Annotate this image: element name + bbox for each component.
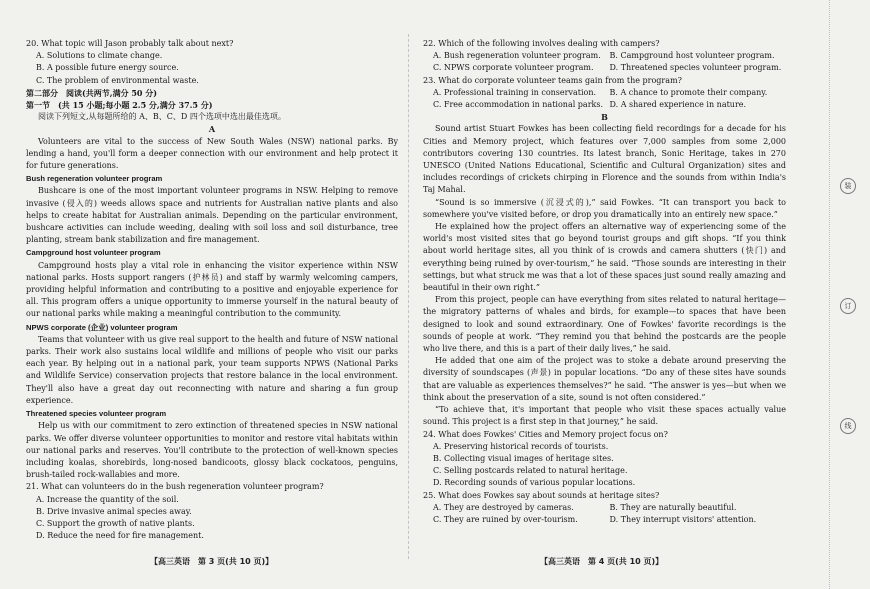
binding-mark-3: 线 [840, 418, 856, 434]
q22-options [433, 50, 786, 74]
instruction: 阅读下列短文,从每题所给的 A、B、C、D 四个选项中选出最佳选项。 [38, 112, 286, 122]
program-text-threatened: Help us with our commitment to zero extinction of threatened species in NSW national parks. We offer diverse volunteer opportunities to monitor and restore vital habitats within our national parks and reserves. You'll contribute to the protection of well-known species including koalas, shorebirds, long-nosed bandicoots, glossy black cockatoos, penguins, brush-tailed rock-wallabies and more. [26, 421, 398, 480]
q21-option-d: D. Reduce the need for fire management. [36, 531, 204, 541]
passage-b-para-2: “Sound is so immersive (沉浸式的),” said Fowkes. “It can transport you back to somewhere you've visited before, or drop you dramatically into an entirely new space.” [423, 197, 786, 219]
q24-option-b: B. Collecting visual images of heritage sites. [433, 453, 614, 463]
q22-option-a: A. Bush regeneration volunteer program. [433, 51, 601, 61]
q25-option-a: A. They are destroyed by cameras. [433, 502, 574, 512]
program-text-campground: Campground hosts play a vital role in enhancing the visitor experience within NSW national parks. Hosts support rangers (护林员) and staff by warmly welcoming campers, providing helpful information and contributing to a positive and enjoyable experience for all. This program offers a unique opportunity to immerse yourself in the natural beauty of our national parks while making a meaningful contribution to the community. [26, 260, 398, 319]
program-text-bush: Bushcare is one of the most important volunteer programs in NSW. Helping to remove invasive (侵入的) weeds allows space and nutrients for Australian native plants and also helps to create habitat for Australian animals. Depending on the particular environment, bushcare activities can include weeding, dealing with soil loss and soil disturbance, tree planting, stream bank stabilization and fire management. [26, 186, 398, 245]
right-page [423, 0, 786, 589]
q20-option-a: A. Solutions to climate change. [36, 51, 163, 61]
binding-margin [829, 0, 870, 589]
section1-title: 第一节 (共 15 小题;每小题 2.5 分,满分 37.5 分) [26, 100, 213, 111]
q20-option-b: B. A possible future energy source. [36, 63, 179, 73]
q25-option-b: B. They are naturally beautiful. [609, 502, 737, 512]
q21-option-b: B. Drive invasive animal species away. [36, 506, 192, 516]
question-25-stem: 25. What does Fowkes say about sounds at heritage sites? [423, 490, 660, 500]
q25-option-d: D. They interrupt visitors' attention. [609, 514, 757, 524]
q23-options [433, 87, 786, 111]
q25-options [433, 502, 786, 526]
passage-b-label: B [601, 112, 608, 123]
passage-b-para-1: Sound artist Stuart Fowkes has been collecting field recordings for a decade for his Cities and Memory project, which features over 7,000 samples from some 2,000 contributors covering 130 countries. Its latest branch, Sonic Heritage, takes in 270 UNESCO (United Nations Educational, Scientific and Cultural Organization) sites and includes recordings of crickets chirping in Florence and the sounds from within India's Taj Mahal. [423, 124, 786, 195]
q21-option-a: A. Increase the quantity of the soil. [36, 494, 179, 504]
page-footer-left: 【高三英语 第 3 页(共 10 页)】 [150, 557, 274, 566]
q22-option-c: C. NPWS corporate volunteer program. [433, 63, 594, 73]
passage-b-para-6: “To achieve that, it's important that people who visit these spaces actually value sound. This project is a first step in that journey,” he said. [423, 405, 786, 427]
program-text-corporate: Teams that volunteer with us give real support to the health and future of NSW national parks. Their work also sustains local wildlife and millions of people who visit our parks each year. By helping out in a national park, your team supports NPWS (National Parks and Wildlife Service) conservation projects that restore balance in the local environment. They'll also have a great day out reconnecting with nature and sharing a fun group experience. [26, 334, 398, 405]
column-divider [408, 34, 409, 559]
passage-a-label: A [208, 124, 216, 135]
question-20-stem: 20. What topic will Jason probably talk about next? [26, 39, 234, 48]
passage-b-para-3: He explained how the project offers an alternative way of experiencing some of the world's most visited sites that go beyond tourist groups and gift shops. “If you think about world heritage sites, all you think of is crowds and camera shutters (快门) and everything being ruined by over-tourism,” he said. “Those sounds are interesting in their settings, but what struck me was that a lot of these spaces just sound really amazing and beautiful in their own right.” [423, 222, 786, 293]
binding-mark-2: 订 [840, 298, 856, 314]
passage-a-intro: Volunteers are vital to the success of New South Wales (NSW) national parks. By lending a hand, you'll form a deeper connection with our environment and help protect it for future generations. [26, 136, 398, 171]
q21-option-c: C. Support the growth of native plants. [36, 518, 195, 528]
q24-option-a: A. Preserving historical records of tourists. [433, 441, 609, 451]
q23-option-c: C. Free accommodation in national parks. [433, 100, 604, 110]
program-title-campground: Campground host volunteer program [26, 248, 161, 258]
q22-option-b: B. Campground host volunteer program. [609, 51, 775, 61]
left-page [26, 0, 398, 589]
q20-option-c: C. The problem of environmental waste. [36, 75, 199, 85]
question-21-stem: 21. What can volunteers do in the bush regeneration volunteer program? [26, 482, 324, 492]
q23-option-d: D. A shared experience in nature. [609, 100, 747, 110]
question-22-stem: 22. Which of the following involves dealing with campers? [423, 39, 660, 48]
q25-option-c: C. They are ruined by over-tourism. [433, 514, 578, 524]
q23-option-b: B. A chance to promote their company. [609, 87, 768, 97]
question-23-stem: 23. What do corporate volunteer teams gain from the program? [423, 75, 682, 85]
part2-title: 第二部分 阅读(共两节,满分 50 分) [26, 87, 158, 98]
question-24-stem: 24. What does Fowkes' Cities and Memory project focus on? [423, 429, 668, 439]
binding-mark-1: 装 [840, 178, 856, 194]
q24-option-d: D. Recording sounds of various popular locations. [433, 478, 636, 488]
page-footer-right: 【高三英语 第 4 页(共 10 页)】 [540, 557, 664, 566]
program-title-threatened: Threatened species volunteer program [26, 409, 167, 419]
q24-option-c: C. Selling postcards related to natural heritage. [433, 466, 628, 476]
program-title-bush: Bush regeneration volunteer program [26, 174, 163, 184]
program-title-corporate: NPWS corporate (企业) volunteer program [26, 322, 178, 332]
q23-option-a: A. Professional training in conservation. [433, 87, 597, 97]
passage-b-para-5: He added that one aim of the project was to stoke a debate around preserving the diversity of soundscapes (声景) in popular locations. “Do any of these sites have sounds that are valuable as experiences themselves?” he said. “The answer is yes—but when we think about the preservation of a site, sound is not often considered.” [423, 356, 786, 402]
q22-option-d: D. Threatened species volunteer program. [609, 63, 782, 73]
passage-b-para-4: From this project, people can have everything from sites related to natural heritage—the migratory patterns of whales and birds, for example—to spaces that have been designed to look and sound extraordinary. One of Fowkes' favorite recordings is the sounds of people at work. “They remind you that behind the postcards are the people who live there, and this is a part of their daily lives,” he said. [423, 295, 786, 354]
